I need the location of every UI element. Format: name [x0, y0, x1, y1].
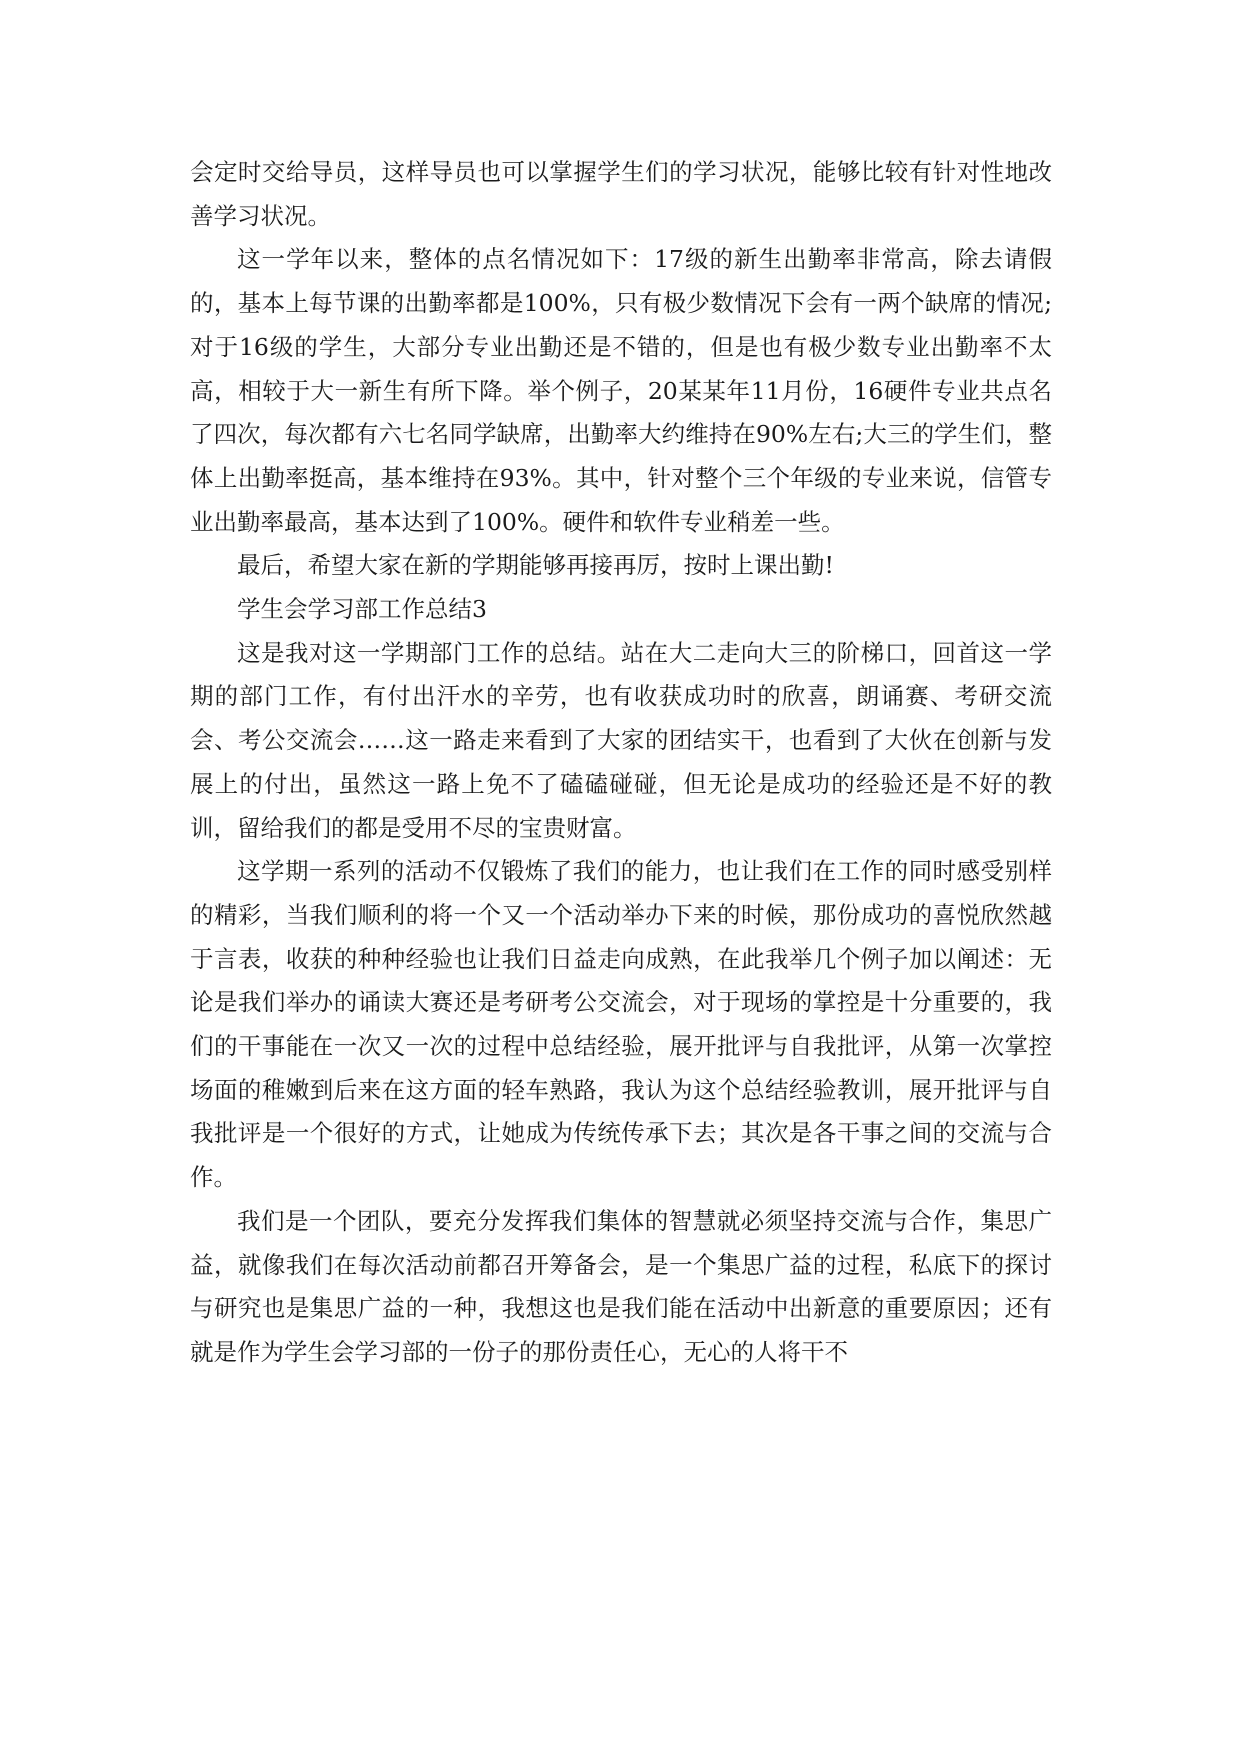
paragraph-activities: 这学期一系列的活动不仅锻炼了我们的能力，也让我们在工作的同时感受别样的精彩，当我们顺利的将一个又一个活动举办下来的时候，那份成功的喜悦欣然越于言表，收获的种种经验也让我们日益走向成熟，在此我举几个例子加以阐述：无论是我们举办的诵读大赛还是考研考公交流会，对于现场的掌控是十分重要的，我们的干事能在一次又一次的过程中总结经验，展开批评与自我批评，从第一次掌控场面的稚嫩到后来在这方面的轻车熟路，我认为这个总结经验教训，展开批评与自我批评是一个很好的方式，让她成为传统传承下去；其次是各干事之间的交流与合作。: [190, 857, 1052, 1192]
paragraph-teamwork: 我们是一个团队，要充分发挥我们集体的智慧就必须坚持交流与合作，集思广益，就像我们在每次活动前都召开筹备会，是一个集思广益的过程，私底下的探讨与研究也是集思广益的一种，我想这也是我们能在活动中出新意的重要原因；还有就是作为学生会学习部的一份子的那份责任心，无心的人将干不: [190, 1206, 1052, 1366]
document-body: [190, 151, 1052, 1375]
section-heading: 学生会学习部工作总结3: [237, 595, 487, 624]
paragraph-semester-review: 这是我对这一学期部门工作的总结。站在大二走向大三的阶梯口，回首这一学期的部门工作，有付出汗水的辛劳，也有收获成功时的欣喜，朗诵赛、考研交流会、考公交流会……这一路走来看到了大家的团结实干，也看到了大伙在创新与发展上的付出，虽然这一路上免不了磕磕碰碰，但无论是成功的经验还是不好的教训，留给我们的都是受用不尽的宝贵财富。: [190, 638, 1052, 842]
paragraph-continuation: 会定时交给导员，这样导员也可以掌握学生们的学习状况，能够比较有针对性地改善学习状况。: [190, 158, 1052, 230]
paragraph-closing-wish: 最后，希望大家在新的学期能够再接再厉，按时上课出勤!: [237, 551, 834, 580]
paragraph-attendance-summary: 这一学年以来，整体的点名情况如下：17级的新生出勤率非常高，除去请假的，基本上每节课的出勤率都是100%，只有极少数情况下会有一两个缺席的情况;对于16级的学生，大部分专业出勤还是不错的，但是也有极少数专业出勤率不太高，相较于大一新生有所下降。举个例子，20某某年11月份，16硬件专业共点名了四次，每次都有六七名同学缺席，出勤率大约维持在90%左右;大三的学生们，整体上出勤率挺高，基本维持在93%。其中，针对整个三个年级的专业来说，信管专业出勤率最高，基本达到了100%。硬件和软件专业稍差一些。: [190, 245, 1052, 536]
